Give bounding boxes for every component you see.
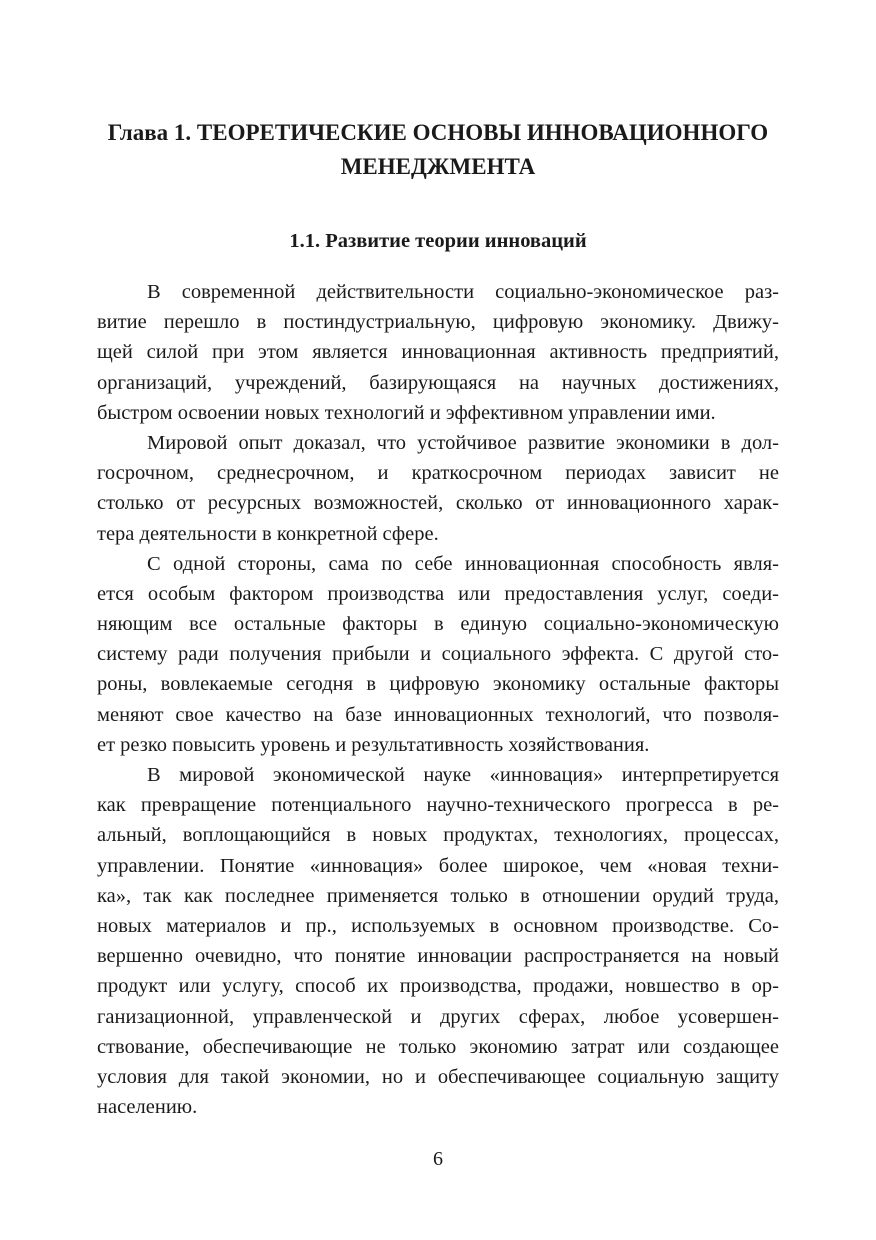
text-line: няющим все остальные факторы в единую социально-экономическую bbox=[97, 613, 779, 636]
text-line: ет резко повысить уровень и результативность хозяйствования. bbox=[97, 733, 650, 756]
text-line: как превращение потенциального научно-технического прогресса в ре- bbox=[97, 794, 779, 817]
text-line: витие перешло в постиндустриальную, цифровую экономику. Движу- bbox=[97, 311, 779, 334]
chapter-title-line: МЕНЕДЖМЕНТА bbox=[340, 154, 536, 179]
section-title: 1.1. Развитие теории инноваций bbox=[289, 230, 587, 252]
paragraph bbox=[97, 549, 779, 760]
page-number: 6 bbox=[433, 1148, 443, 1170]
text-line: условия для такой экономии, но и обеспечивающее социальную защиту bbox=[97, 1065, 779, 1088]
text-line: вершенно очевидно, что понятие инновации распространяется на новый bbox=[97, 945, 779, 968]
paragraph bbox=[97, 428, 779, 549]
text-line: тера деятельности в конкретной сфере. bbox=[97, 522, 439, 545]
text-line: ка», так как последнее применяется только в отношении орудий труда, bbox=[97, 884, 779, 907]
paragraph bbox=[97, 760, 779, 1122]
text-line: ется особым фактором производства или предоставления услуг, соеди- bbox=[97, 582, 779, 605]
text-line: В современной действительности социально-экономическое раз- bbox=[147, 281, 779, 303]
text-line: Мировой опыт доказал, что устойчивое развитие экономики в дол- bbox=[147, 431, 779, 454]
text-line: управлении. Понятие «инновация» более широкое, чем «новая техни- bbox=[97, 854, 779, 877]
text-line: ганизационной, управленческой и других сферах, любое усовершен- bbox=[97, 1005, 779, 1028]
text-line: новых материалов и пр., используемых в основном производстве. Со- bbox=[97, 914, 779, 937]
text-line: С одной стороны, сама по себе инновационная способность явля- bbox=[147, 552, 779, 575]
text-line: населению. bbox=[97, 1096, 198, 1119]
text-line: организаций, учреждений, базирующаяся на научных достижениях, bbox=[97, 371, 779, 394]
text-line: систему ради получения прибыли и социального эффекта. С другой сто- bbox=[97, 643, 779, 666]
text-line: альный, воплощающийся в новых продуктах, технологиях, процессах, bbox=[97, 824, 779, 847]
text-line: госрочном, среднесрочном, и краткосрочном периодах зависит не bbox=[97, 462, 779, 485]
chapter-title bbox=[97, 116, 779, 184]
text-line: щей силой при этом является инновационная активность предприятий, bbox=[97, 341, 779, 364]
text-line: столько от ресурсных возможностей, сколько от инновационного харак- bbox=[97, 492, 779, 515]
chapter-title-line: Глава 1. ТЕОРЕТИЧЕСКИЕ ОСНОВЫ ИННОВАЦИОННОГО bbox=[107, 120, 769, 145]
paragraph bbox=[97, 277, 779, 428]
text-line: роны, вовлекаемые сегодня в цифровую экономику остальные факторы bbox=[97, 673, 779, 696]
text-line: меняют свое качество на базе инновационных технологий, что позволя- bbox=[97, 703, 779, 726]
text-line: ствование, обеспечивающие не только экономию затрат или создающее bbox=[97, 1035, 779, 1058]
text-line: В мировой экономической науке «инновация» интерпретируется bbox=[147, 764, 779, 786]
text-line: продукт или услугу, способ их производства, продажи, новшество в ор- bbox=[97, 975, 779, 998]
text-line: быстром освоении новых технологий и эффективном управлении ими. bbox=[97, 401, 716, 424]
body-text bbox=[97, 277, 779, 1122]
